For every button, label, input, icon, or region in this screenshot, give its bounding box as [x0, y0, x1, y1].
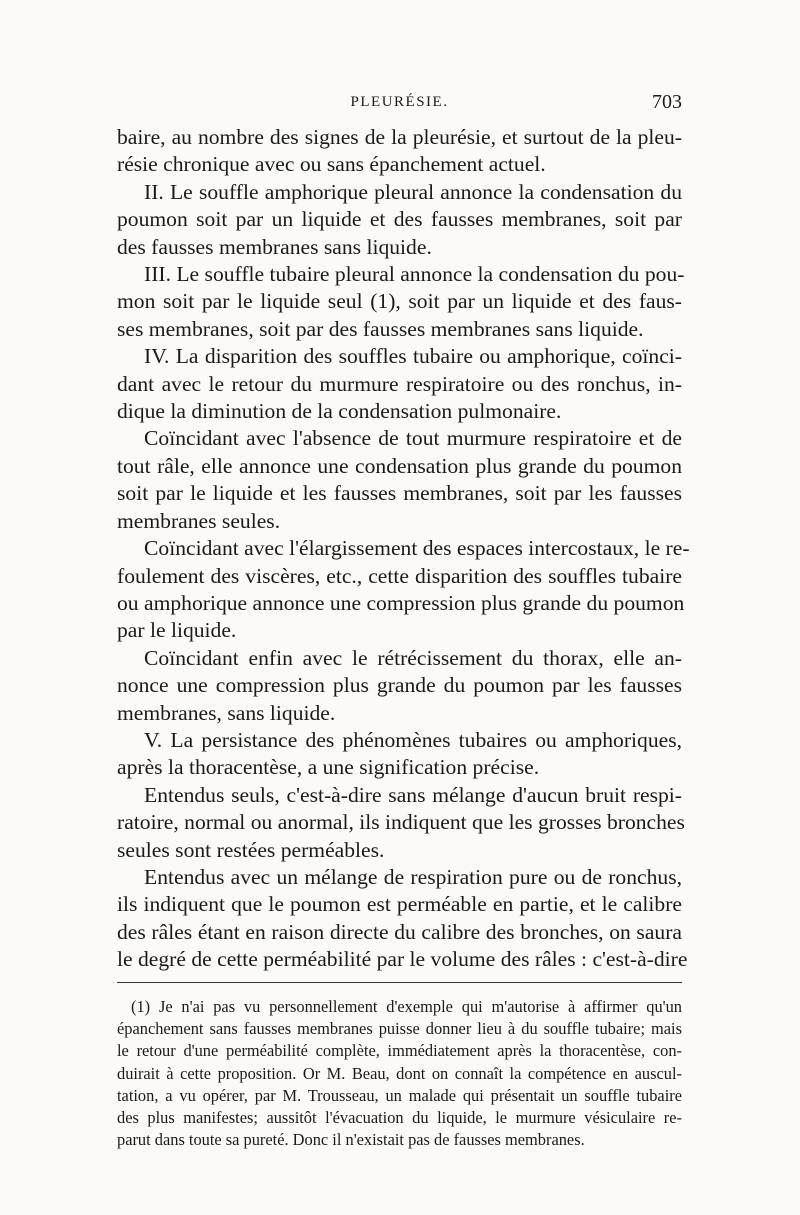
body-line: Entendus avec un mélange de respiration pure ou de ronchus,: [144, 864, 682, 889]
body-line: IV. La disparition des souffles tubaire ou amphorique, coïnci-: [144, 344, 682, 369]
body-line: seules sont restées perméables.: [117, 837, 385, 862]
running-title: PLEURÉSIE.: [350, 94, 449, 110]
body-line: après la thoracentèse, a une signification précise.: [117, 755, 540, 780]
body-line: III. Le souffle tubaire pleural annonce la condensation du pou-: [144, 262, 685, 287]
body-line: par le liquide.: [117, 618, 237, 643]
body-line: mon soit par le liquide seul (1), soit par un liquide et des faus-: [117, 289, 682, 314]
body-line: Coïncidant enfin avec le rétrécissement du thorax, elle an-: [144, 645, 682, 670]
page-header: [117, 92, 682, 116]
footnote-line: des plus manifestes; aussitôt l'évacuation du liquide, le murmure vésiculaire re-: [117, 1108, 682, 1128]
body-line: soit par le liquide et les fausses membranes, soit par les fausses: [117, 481, 682, 506]
body-line: des râles étant en raison directe du calibre des bronches, on saura: [117, 919, 682, 944]
footnote: [117, 996, 682, 1151]
footnote-line: parut dans toute sa pureté. Donc il n'existait pas de fausses membranes.: [117, 1130, 585, 1150]
body-line: membranes seules.: [117, 508, 281, 533]
body-line: poumon soit par un liquide et des fausses membranes, soit par: [117, 207, 682, 232]
body-text: [117, 124, 690, 974]
footnote-rule: [117, 982, 682, 983]
body-line: ses membranes, soit par des fausses membranes sans liquide.: [117, 316, 644, 341]
body-line: Entendus seuls, c'est-à-dire sans mélange d'aucun bruit respi-: [144, 782, 682, 807]
footnote-line: le retour d'une perméabilité complète, immédiatement après la thoracentèse, con-: [117, 1041, 682, 1061]
body-line: Coïncidant avec l'absence de tout murmure respiratoire et de: [144, 426, 682, 451]
body-line: tout râle, elle annonce une condensation plus grande du poumon: [117, 453, 682, 478]
body-line: dant avec le retour du murmure respiratoire ou des ronchus, in-: [117, 371, 682, 396]
body-line: ratoire, normal ou anormal, ils indiquent que les grosses bronches: [117, 810, 685, 835]
body-line: résie chronique avec ou sans épanchement actuel.: [117, 152, 546, 177]
body-line: Coïncidant avec l'élargissement des espaces intercostaux, le re-: [144, 536, 690, 561]
body-line: ou amphorique annonce une compression plus grande du poumon: [117, 590, 685, 615]
body-line: V. La persistance des phénomènes tubaires ou amphoriques,: [144, 727, 682, 752]
body-line: II. Le souffle amphorique pleural annonce la condensation du: [144, 179, 682, 204]
body-line: ils indiquent que le poumon est perméable en partie, et le calibre: [117, 892, 682, 917]
body-line: foulement des viscères, etc., cette disparition des souffles tubaire: [117, 563, 682, 588]
body-line: baire, au nombre des signes de la pleurésie, et surtout de la pleu-: [117, 125, 682, 149]
body-line: le degré de cette perméabilité par le volume des râles : c'est-à-dire: [117, 947, 688, 972]
body-line: dique la diminution de la condensation pulmonaire.: [117, 399, 562, 424]
page-number: 703: [652, 91, 682, 113]
footnote-line: épanchement sans fausses membranes puisse donner lieu à du souffle tubaire; mais: [117, 1019, 682, 1039]
footnote-line: tation, a vu opérer, par M. Trousseau, un malade qui présentait un souffle tubaire: [117, 1085, 682, 1105]
footnote-line: (1) Je n'ai pas vu personnellement d'exemple qui m'autorise à affirmer qu'un: [131, 997, 682, 1016]
body-line: nonce une compression plus grande du poumon par les fausses: [117, 673, 682, 698]
footnote-line: duirait à cette proposition. Or M. Beau, dont on connaît la compétence en auscul-: [117, 1063, 682, 1083]
body-line: des fausses membranes sans liquide.: [117, 234, 432, 259]
body-line: membranes, sans liquide.: [117, 700, 336, 725]
